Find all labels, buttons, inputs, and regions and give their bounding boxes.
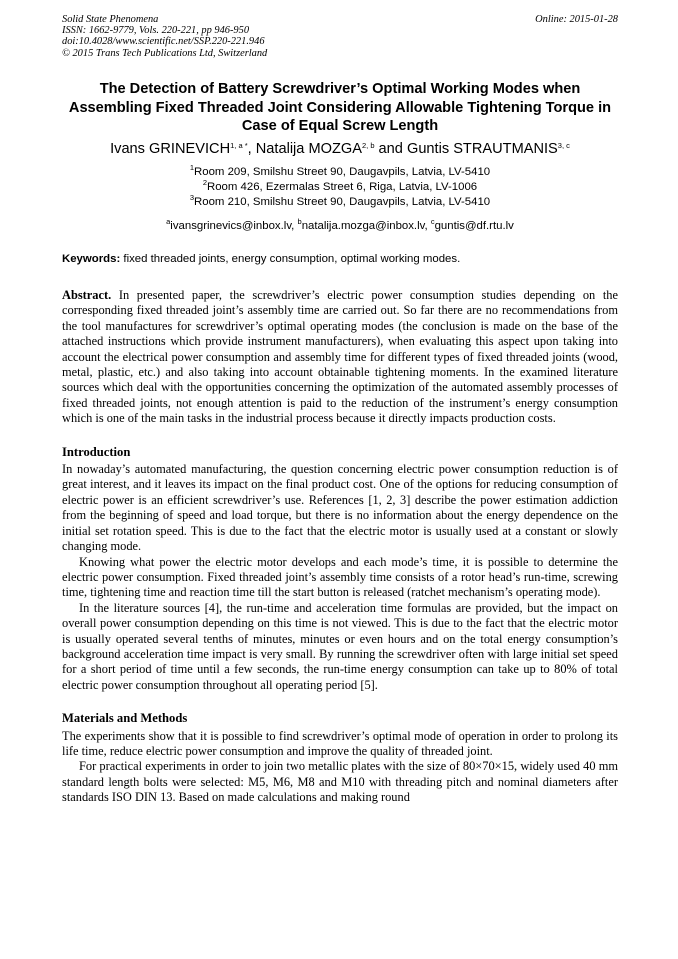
affiliation-text: Room 210, Smilshu Street 90, Daugavpils, Latvia, LV-5410 [194, 196, 491, 208]
affiliation-text: Room 426, Ezermalas Street 6, Riga, Latvia, LV-1006 [207, 181, 478, 193]
paragraph: The experiments show that it is possible to find screwdriver’s optimal mode of operation in order to prolong its life time, reduce electric power consumption and improve the quality of threaded joint. [62, 728, 618, 758]
affiliation-line [62, 195, 618, 210]
author-list [62, 140, 618, 158]
author-name: Guntis STRAUTMANIS [406, 141, 558, 157]
affiliation-marker: 3 [189, 193, 195, 202]
abstract-label: Abstract. [62, 288, 112, 302]
abstract-text: In presented paper, the screwdriver’s electric power consumption studies depending on the corresponding fixed threaded joint’s assembly time are carried out. So far there are no recommendations from the tool manufactures for screwdriver’s optimal operating modes (the conclusion is made on the base of the attached instructions which provide instrument manufacturers), when evaluating this aspect upon taking into account the electrical power consumption and assembly time for different types of fixed threaded joints (wood, metal, plastic, etc.) and also taking into account obtainable tightening moments. In the examined literature sources which deal with the opportunities concerning the optimization of the automated assembly processes of fixed threaded joints, not enough attention is paid to the reduction of the instrument’s energy consumption which is one of the main tasks in the industrial process because it directly impacts production costs. [62, 288, 618, 426]
author-emails [62, 219, 618, 233]
keywords-text: fixed threaded joints, energy consumption, optimal working modes. [120, 253, 461, 265]
author-name: Ivans GRINEVICH [110, 141, 231, 157]
copyright-line: © 2015 Trans Tech Publications Ltd, Switzerland [62, 47, 268, 59]
issn-line: ISSN: 1662-9779, Vols. 220-221, pp 946-950 [62, 25, 250, 37]
journal-header [62, 14, 618, 59]
email-marker: b [297, 217, 302, 226]
affiliations [62, 165, 618, 210]
paper-title: The Detection of Battery Screwdriver’s Optimal Working Modes when Assembling Fixed Threaded Joint Considering Allowable Tightening Torque in Case of Equal Screw Length [68, 81, 612, 134]
doi-line: doi:10.4028/www.scientific.net/SSP.220-221.946 [62, 36, 265, 48]
email-marker: a [166, 217, 171, 226]
paper-body [62, 288, 618, 806]
affiliation-marker: 1 [189, 163, 195, 172]
affiliation-marker: 2 [202, 178, 207, 187]
author-superscript: 2, b [361, 141, 375, 150]
email-address: ivansgrinevics@inbox.lv, [170, 220, 298, 232]
email-address: guntis@df.rtu.lv [434, 220, 514, 232]
author-superscript: 3, c [557, 141, 570, 150]
abstract [62, 288, 618, 427]
keywords-label: Keywords: [62, 253, 121, 265]
paragraph: In the literature sources [4], the run-time and acceleration time formulas are provided, but the impact on overall power consumption depending on this time is not viewed. This is due to the fact that the electric motor is usually operated several tenths of minutes, minutes or even hours and on the total energy consumption’s background acceleration time impact is very small. By running the screwdriver often with large initial set speed for a short period of time until a few seconds, the run-time energy consumption can take up to 80% of total electric power consumption throughout all operating period [5]. [62, 600, 618, 692]
author-name: Natalija MOZGA [255, 141, 362, 157]
paragraph: In nowaday’s automated manufacturing, the question concerning electric power consumption reduction is of great interest, and it leaves its impact on the final product cost. One of the options for reducing consumption of electric power is an efficient screwdriver’s use. References [1, 2, 3] describe the power estimation addiction from the beginning of speed and load torque, but there is no information about the energy dependence on the initial set rotation speed. This is due to the fact that the electric motor is usually used at a constant or slowly changing mode. [62, 462, 618, 554]
section-heading-introduction: Introduction [62, 444, 131, 459]
section-heading-methods: Materials and Methods [62, 711, 188, 726]
author-superscript: 1, a * [230, 141, 248, 150]
affiliation-line [62, 165, 618, 180]
author-separator: , [247, 141, 256, 157]
keywords [62, 252, 618, 266]
affiliation-line [62, 180, 618, 195]
email-marker: c [430, 217, 435, 226]
journal-name: Solid State Phenomena [62, 14, 159, 25]
paragraph: Knowing what power the electric motor develops and each mode’s time, it is possible to determine the electric power consumption. Fixed threaded joint’s assembly time consists of a rotor head’s run-time, screwing time, tightening time and reaction time till the start button is released (ratchet mechanism’s operating mode). [62, 554, 618, 600]
author-separator: and [374, 141, 407, 157]
paragraph: For practical experiments in order to join two metallic plates with the size of 80×70×15, widely used 40 mm standard length bolts were selected: M5, M6, M8 and M10 with threading pitch and nominal diameters after standards ISO DIN 13. Based on made calculations and making round [62, 759, 618, 805]
online-date: Online: 2015-01-28 [535, 14, 618, 25]
email-address: natalija.mozga@inbox.lv, [301, 220, 431, 232]
affiliation-text: Room 209, Smilshu Street 90, Daugavpils, Latvia, LV-5410 [194, 166, 491, 178]
